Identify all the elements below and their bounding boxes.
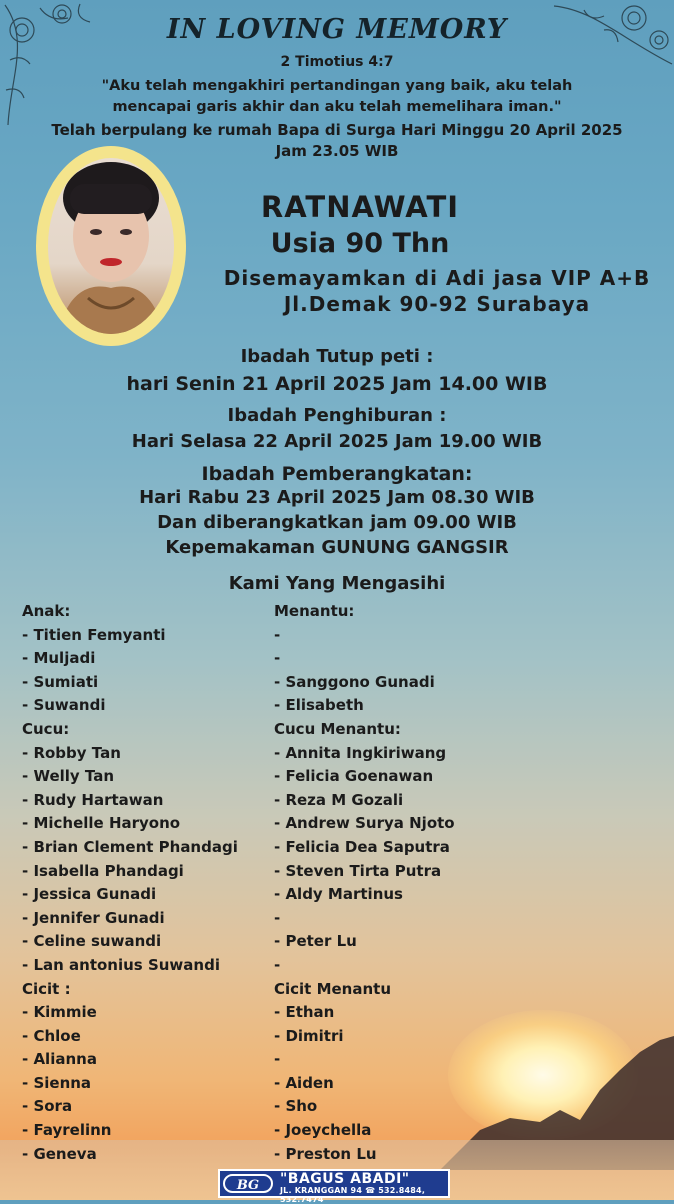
- family-heading: Kami Yang Mengasihi: [228, 573, 446, 594]
- quote-line-2: mencapai garis akhir dan aku telah memelihara iman.": [112, 99, 562, 115]
- list-item: - Annita Ingkiriwang: [274, 743, 447, 762]
- memorial-title: IN LOVING MEMORY: [166, 14, 508, 45]
- list-item: -: [274, 649, 281, 668]
- passing-date: Telah berpulang ke rumah Bapa di Surga Hari Minggu 20 April 2025: [51, 121, 623, 139]
- list-item: - Joeychella: [274, 1121, 372, 1140]
- departure-note: Dan diberangkatkan jam 09.00 WIB: [157, 512, 517, 533]
- list-item: Anak:: [22, 602, 71, 620]
- funeral-home-name: "BAGUS ABADI": [280, 1171, 410, 1187]
- service-closing-heading: Ibadah Tutup peti :: [240, 346, 434, 367]
- list-item: - Muljadi: [22, 649, 96, 668]
- cemetery: Kepemakaman GUNUNG GANGSIR: [165, 537, 509, 558]
- list-item: -: [274, 625, 281, 644]
- list-item: Cucu:: [22, 719, 70, 738]
- list-item: - Rudy Hartawan: [22, 790, 164, 809]
- funeral-home-logo: BG: [223, 1174, 273, 1193]
- list-item: - Robby Tan: [22, 743, 121, 762]
- list-item: - Felicia Dea Saputra: [274, 837, 450, 856]
- list-item: - Welly Tan: [22, 767, 115, 786]
- list-item: - Sora: [22, 1097, 73, 1116]
- list-item: - Sienna: [22, 1073, 92, 1092]
- service-comfort-heading: Ibadah Penghiburan :: [227, 405, 447, 426]
- service-comfort-time: Hari Selasa 22 April 2025 Jam 19.00 WIB: [131, 431, 543, 452]
- list-item: -: [274, 955, 281, 974]
- list-item: - Sho: [274, 1097, 318, 1116]
- list-item: - Lan antonius Suwandi: [22, 955, 220, 974]
- list-item: - Isabella Phandagi: [22, 861, 184, 880]
- list-item: - Alianna: [22, 1050, 97, 1069]
- list-item: - Aiden: [274, 1073, 334, 1092]
- list-item: - Sumiati: [22, 672, 99, 691]
- laid-in-state-address: Jl.Demak 90-92 Surabaya: [283, 292, 591, 316]
- list-item: - Felicia Goenawan: [274, 767, 434, 786]
- list-item: - Suwandi: [22, 696, 106, 715]
- list-item: - Celine suwandi: [22, 932, 162, 951]
- family-list-left: [22, 600, 238, 1166]
- service-closing-time: hari Senin 21 April 2025 Jam 14.00 WIB: [126, 373, 548, 395]
- family-list-right: [274, 600, 455, 1166]
- portrait-photo: [48, 158, 174, 334]
- service-departure-heading: Ibadah Pemberangkatan:: [201, 463, 473, 485]
- list-item: - Steven Tirta Putra: [274, 861, 442, 880]
- funeral-home-banner: [218, 1169, 450, 1204]
- list-item: - Geneva: [22, 1144, 97, 1163]
- list-item: - Titien Femyanti: [22, 625, 166, 644]
- list-item: - Preston Lu: [274, 1144, 377, 1163]
- verse-quote: [0, 76, 674, 118]
- deceased-age: Usia 90 Thn: [270, 228, 450, 259]
- list-item: - Reza M Gozali: [274, 790, 404, 809]
- list-item: - Fayrelinn: [22, 1121, 112, 1140]
- deceased-name: RATNAWATI: [260, 190, 460, 224]
- list-item: - Andrew Surya Njoto: [274, 814, 455, 833]
- list-item: - Ethan: [274, 1003, 335, 1022]
- list-item: - Aldy Martinus: [274, 885, 403, 904]
- list-item: -: [274, 1050, 281, 1069]
- list-item: - Peter Lu: [274, 932, 357, 951]
- list-item: - Michelle Haryono: [22, 814, 181, 833]
- list-item: - Jennifer Gunadi: [22, 908, 165, 927]
- list-item: - Brian Clement Phandagi: [22, 837, 238, 856]
- quote-line-1: "Aku telah mengakhiri pertandingan yang baik, aku telah: [101, 78, 573, 94]
- list-item: - Dimitri: [274, 1026, 344, 1045]
- list-item: Cucu Menantu:: [274, 719, 401, 738]
- list-item: - Kimmie: [22, 1003, 97, 1022]
- passing-time: Jam 23.05 WIB: [275, 142, 399, 160]
- verse-reference: 2 Timotius 4:7: [280, 54, 394, 70]
- list-item: Cicit Menantu: [274, 979, 392, 998]
- service-departure-time: Hari Rabu 23 April 2025 Jam 08.30 WIB: [139, 487, 535, 508]
- list-item: - Chloe: [22, 1026, 81, 1045]
- laid-in-state-location: Disemayamkan di Adi jasa VIP A+B: [223, 266, 651, 290]
- funeral-home-address: JL. KRANGGAN 94 ☎ 532.8484, 532.7474: [280, 1186, 426, 1204]
- list-item: Menantu:: [274, 602, 355, 620]
- list-item: - Elisabeth: [274, 696, 364, 715]
- list-item: Cicit :: [22, 979, 71, 998]
- list-item: -: [274, 908, 281, 927]
- list-item: - Sanggono Gunadi: [274, 672, 435, 691]
- list-item: - Jessica Gunadi: [22, 885, 157, 904]
